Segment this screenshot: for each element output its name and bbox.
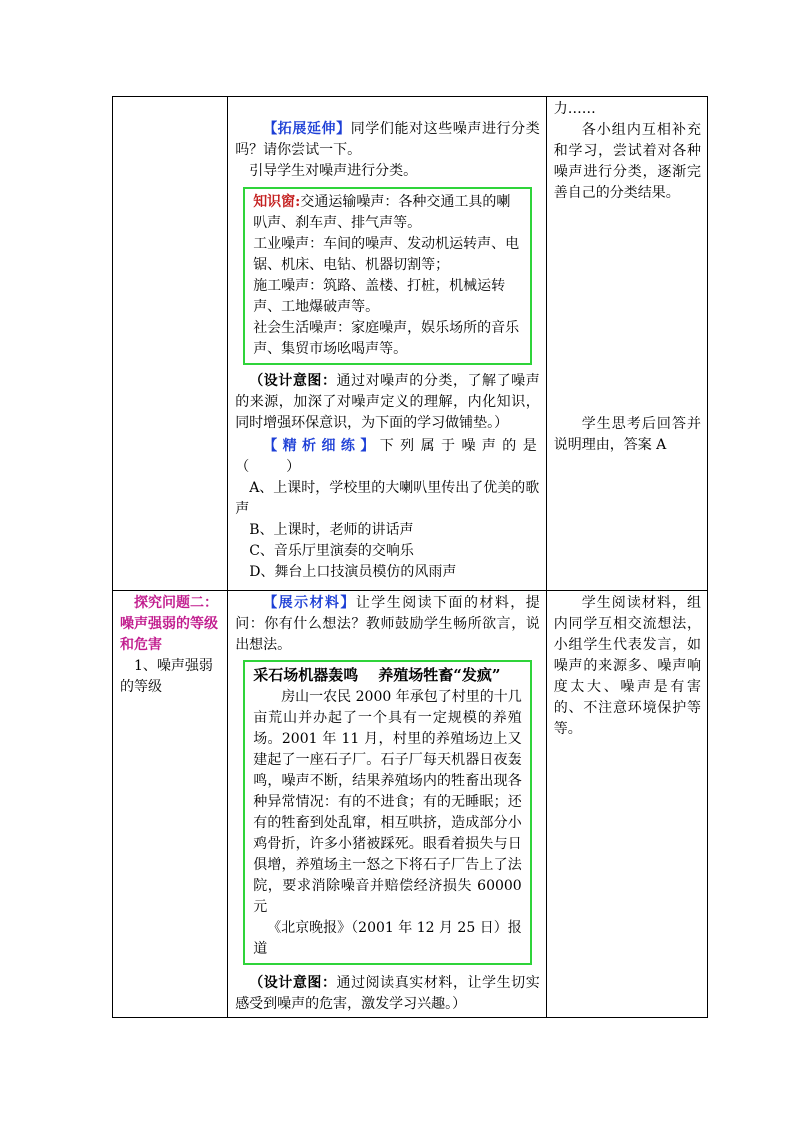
student-answer: 学生思考后回答并说明理由，答案 A [553,416,701,453]
knowledge-traffic-text: 交通运输噪声：各种交通工具的喇叭声、刹车声、排气声等。 [253,194,511,231]
student-reading: 学生阅读材料，组内同学互相交流想法，小组学生代表发言，如噪声的来源多、噪声响度太大、噪声是有害的、不注意环境保护等等。 [553,595,701,737]
col-student-cell [546,591,707,1018]
option-b: B、上课时，老师的讲话声 [249,522,414,538]
practice-paragraph [235,436,540,478]
col-topic-cell [113,591,228,1018]
material-text: 让学生阅读下面的材料，提问：你有什么想法？教师鼓励学生畅所欲言，说出想法。 [235,595,540,653]
material-paragraph [235,593,540,656]
student-group: 各小组内互相补充和学习，尝试着对各种噪声进行分类，逐渐完善自己的分类结果。 [553,122,701,201]
table-row [113,591,708,1018]
lesson-plan-table [112,96,708,1018]
article-source: 《北京晚报》（2001 年 12 月 25 日）报道 [253,920,522,957]
col-teacher-cell [228,591,547,1018]
option-d: D、舞台上口技演员模仿的风雨声 [249,564,457,580]
material-label: 【展示材料】 [263,595,356,611]
expand-paragraph [235,119,540,161]
col-teacher-cell [228,97,547,591]
option-c: C、音乐厅里演奏的交响乐 [249,543,414,559]
practice-label: 【精析细练】 [263,438,380,454]
inquiry-title: 探究问题二：噪声强弱的等级和危害 [120,595,218,653]
design-text-2: 通过阅读真实材料，让学生切实感受到噪声的危害，激发学习兴趣。） [235,975,540,1012]
article-title-b: 养殖场牲畜“发疯” [378,666,501,684]
design-label-2: （设计意图： [249,975,337,991]
table-row [113,97,708,591]
design-label: （设计意图： [249,373,337,389]
design-intent-2 [235,973,540,1015]
col-student-cell [546,97,707,591]
guide-text: 引导学生对噪声进行分类。 [249,163,418,179]
expand-label: 【拓展延伸】 [263,121,351,137]
design-text: 通过对噪声的分类，了解了噪声的来源，加深了对噪声定义的理解，内化知识，同时增强环保意识，为下面的学习做铺垫。） [235,373,540,431]
article-body: 房山一农民 2000 年承包了村里的十几亩荒山并办起了一个具有一定规模的养殖场。2001 年 11 月，村里的养殖场边上又建起了一座石子厂。石子厂每天机器日夜轰鸣，噪声不断，结果养殖场内的牲畜出现各种异常情况：有的不进食；有的无睡眠；还有的牲畜到处乱窜，相互哄挤，造成部分小鸡骨折，许多小猪被踩死。眼看着损失与日俱增，养殖场主一怒之下将石子厂告上了法院，要求消除噪音并赔偿经济损失 60000 元 [253,689,522,915]
article-box [243,660,532,965]
col-topic-cell [113,97,228,591]
knowledge-label: 知识窗: [253,194,301,210]
knowledge-traffic [253,192,522,234]
expand-text: 同学们能对这些噪声进行分类吗？请你尝试一下。 [235,121,540,158]
design-intent-1 [235,371,540,434]
knowledge-construction: 施工噪声：筑路、盖楼、打桩，机械运转声、工地爆破声等。 [253,278,506,315]
knowledge-industrial: 工业噪声：车间的噪声、发动机运转声、电锯、机床、电钻、机器切割等； [253,236,520,273]
practice-text: 下列属于噪声的是（ ） [235,438,540,475]
sub-item: 1、噪声强弱的等级 [120,658,213,695]
article-title [253,665,522,687]
student-top: 力…… [553,101,596,117]
knowledge-social: 社会生活噪声：家庭噪声，娱乐场所的音乐声、集贸市场吆喝声等。 [253,320,520,357]
article-title-a: 采石场机器轰鸣 [253,666,359,684]
option-a: A、上课时，学校里的大喇叭里传出了优美的歌声 [235,480,540,517]
knowledge-box [243,187,532,365]
